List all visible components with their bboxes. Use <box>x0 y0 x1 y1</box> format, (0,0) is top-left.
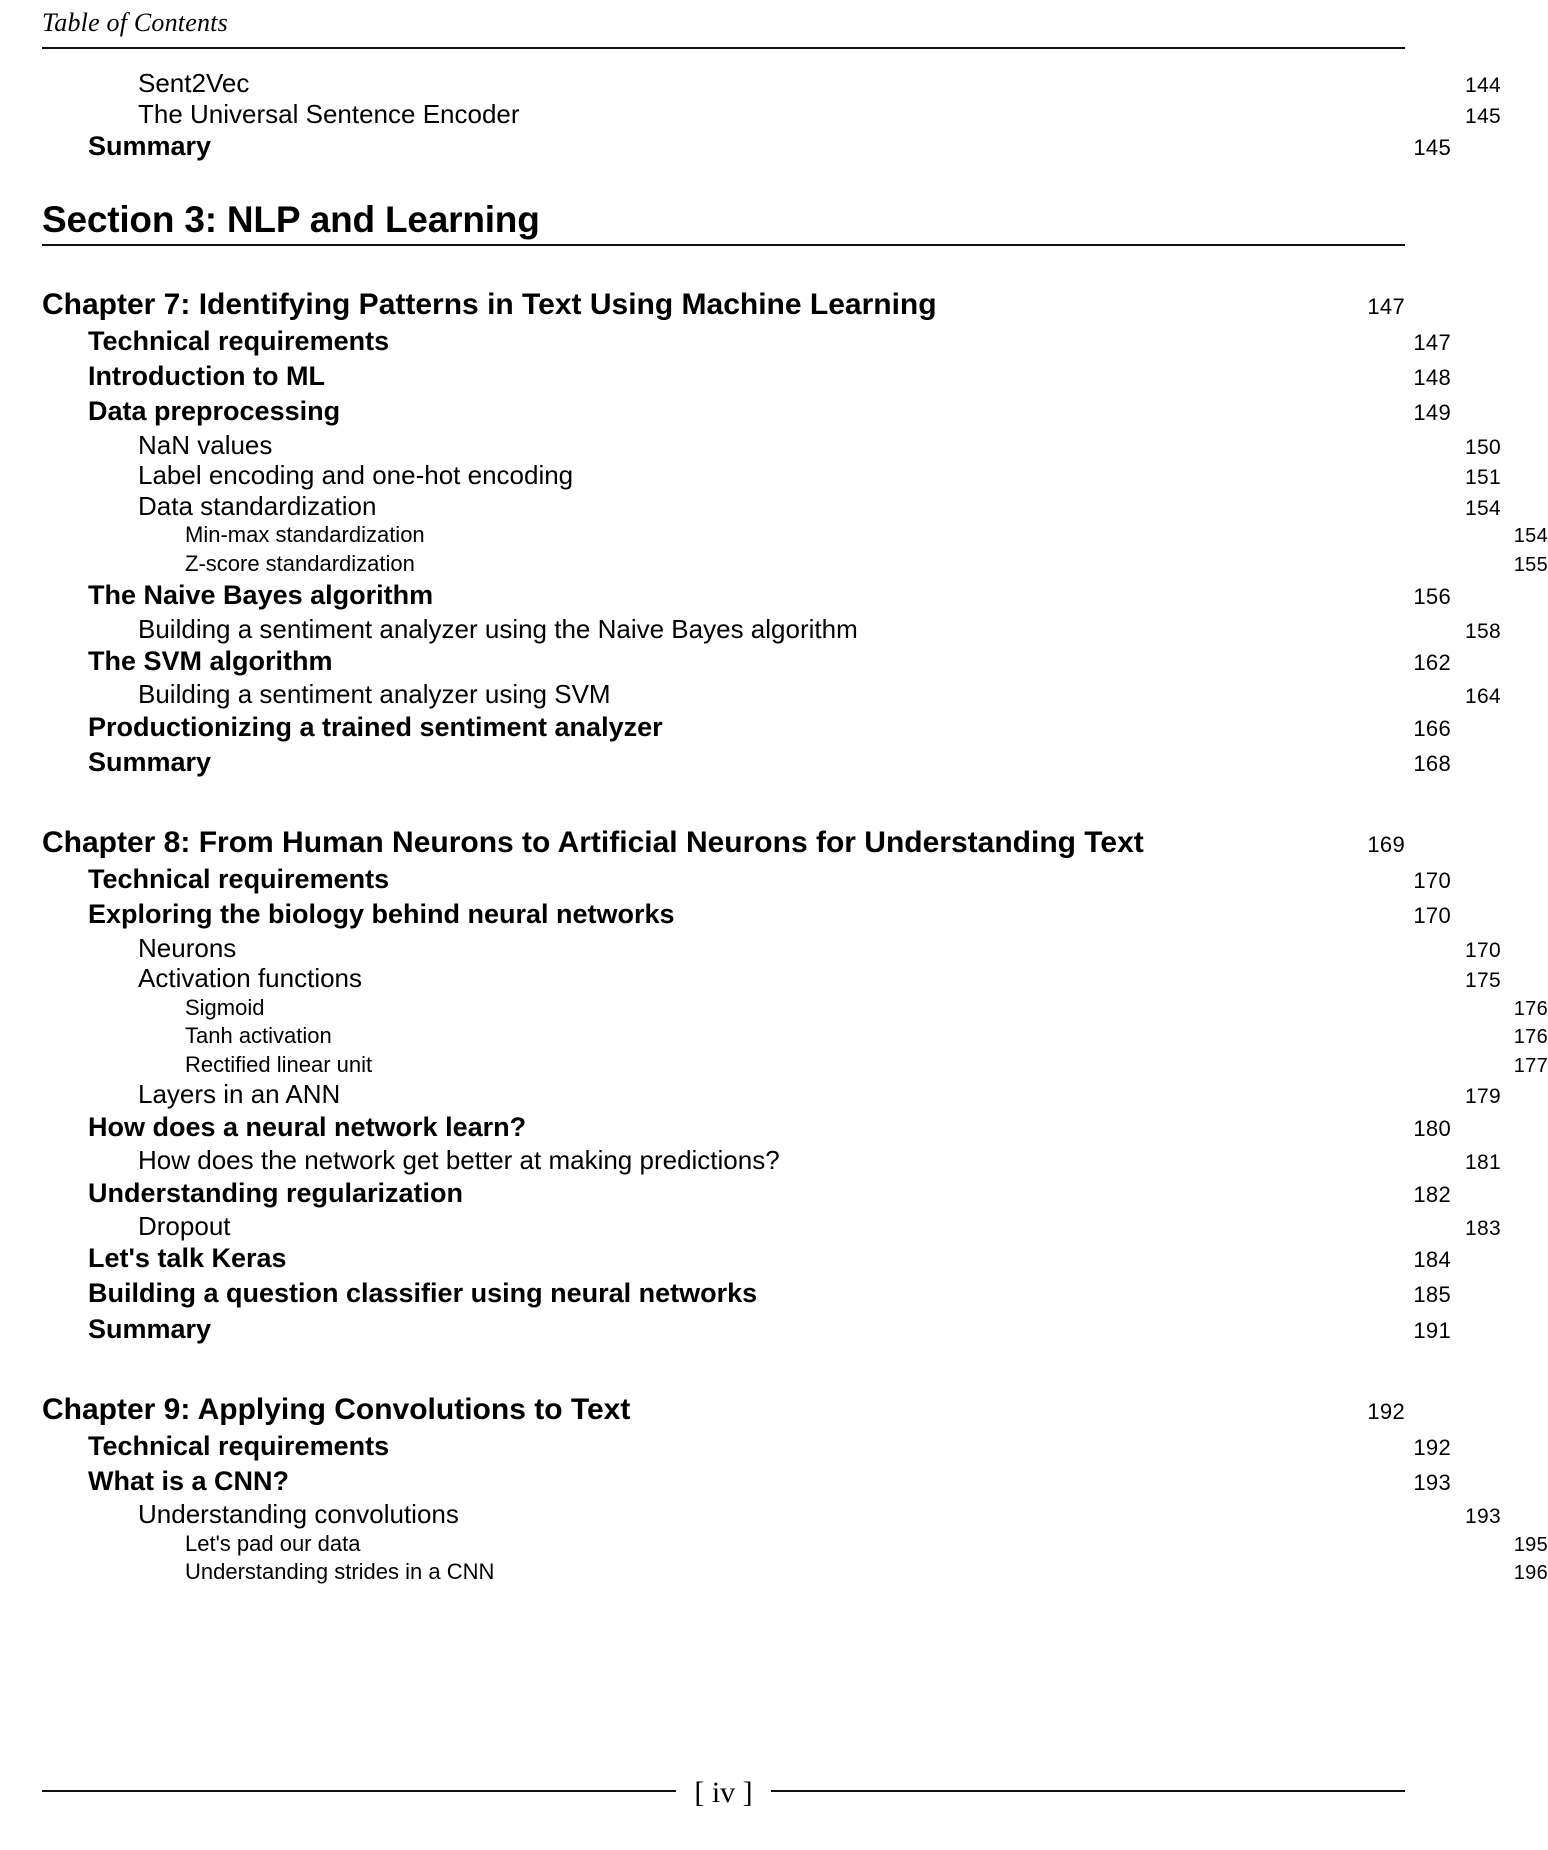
toc-entry-page-number: 192 <box>1367 1398 1405 1424</box>
toc-entry-page-number: 170 <box>1413 903 1451 929</box>
toc-entry-page-number: 147 <box>1367 293 1405 319</box>
toc-chapter-entry[interactable] <box>42 1391 1405 1429</box>
toc-entry-title: Dropout <box>138 1210 231 1241</box>
toc-entry[interactable] <box>88 1110 1451 1145</box>
toc-entry[interactable] <box>138 1211 1501 1242</box>
toc-entry-title: Z-score standardization <box>185 550 415 576</box>
toc-entry-page-number: 147 <box>1413 330 1451 356</box>
toc-entry[interactable] <box>88 129 1451 164</box>
page-footer <box>42 1776 1405 1809</box>
toc-entry[interactable] <box>88 1464 1451 1499</box>
toc-entry-title: Data preprocessing <box>88 396 341 427</box>
toc-entry-title: Technical requirements <box>88 864 390 895</box>
header-rule <box>42 47 1405 49</box>
toc-chapter-entry[interactable] <box>42 824 1405 862</box>
running-head: Table of Contents <box>42 8 228 37</box>
toc-entry-page-number: 145 <box>1465 104 1501 128</box>
toc-entry[interactable] <box>88 897 1451 932</box>
toc-entry[interactable] <box>138 614 1501 645</box>
toc-entry-title: Neurons <box>138 932 237 963</box>
toc-entry-page-number: 166 <box>1413 715 1451 741</box>
toc-entry[interactable] <box>138 430 1501 461</box>
toc-entry-page-number: 149 <box>1413 400 1451 426</box>
toc-entry-page-number: 184 <box>1413 1247 1451 1273</box>
toc-entry-title: Understanding regularization <box>88 1177 464 1208</box>
toc-entry-page-number: 158 <box>1465 619 1501 643</box>
toc-entry[interactable] <box>88 1429 1451 1464</box>
toc-entry[interactable] <box>88 359 1451 394</box>
toc-entry-page-number: 193 <box>1413 1470 1451 1496</box>
toc-entry[interactable] <box>185 1051 1548 1080</box>
toc-entry[interactable] <box>88 1312 1451 1347</box>
footer-rule-left <box>42 1790 676 1792</box>
toc-entry-title: Exploring the biology behind neural networks <box>88 899 675 930</box>
toc-entry-page-number: 148 <box>1413 365 1451 391</box>
spacer <box>42 246 1405 272</box>
toc-entry-page-number: 155 <box>1513 553 1548 576</box>
toc-entry-title: Summary <box>88 746 212 777</box>
toc-entry-page-number: 162 <box>1413 650 1451 676</box>
toc-entry-title: What is a CNN? <box>88 1466 290 1497</box>
toc-entry[interactable] <box>185 521 1548 550</box>
toc-entry[interactable] <box>138 679 1501 710</box>
footer-rule-right <box>771 1790 1405 1792</box>
toc-entry[interactable] <box>138 963 1501 994</box>
toc-entry[interactable] <box>138 1079 1501 1110</box>
toc-entry[interactable] <box>88 1176 1451 1211</box>
toc-entry[interactable] <box>138 1499 1501 1530</box>
toc-entry[interactable] <box>138 99 1501 130</box>
toc-entry-title: Chapter 7: Identifying Patterns in Text Using Machine Learning <box>42 287 937 321</box>
toc-entry-page-number: 170 <box>1465 938 1501 962</box>
toc-entry-page-number: 154 <box>1513 525 1548 548</box>
table-of-contents-list <box>42 68 1548 1587</box>
toc-entry[interactable] <box>138 491 1501 522</box>
toc-entry[interactable] <box>88 578 1451 613</box>
toc-entry-page-number: 182 <box>1413 1181 1451 1207</box>
toc-entry[interactable] <box>88 745 1451 780</box>
toc-entry-title: Introduction to ML <box>88 361 325 392</box>
spacer <box>42 1347 1405 1377</box>
toc-entry-page-number: 144 <box>1465 74 1501 97</box>
toc-entry[interactable] <box>138 1145 1501 1176</box>
spacer <box>42 780 1405 810</box>
toc-entry-page-number: 175 <box>1465 969 1501 993</box>
toc-entry-page-number: 176 <box>1513 997 1548 1020</box>
toc-entry[interactable] <box>185 1022 1548 1051</box>
toc-entry-title: The Naive Bayes algorithm <box>88 580 434 611</box>
toc-entry-page-number: 154 <box>1465 496 1501 520</box>
toc-entry-title: Sent2Vec <box>138 68 250 98</box>
toc-entry[interactable] <box>185 1530 1548 1559</box>
toc-entry-title: How does a neural network learn? <box>88 1112 527 1142</box>
toc-entry-title: How does the network get better at making predictions? <box>138 1145 780 1176</box>
toc-entry-page-number: 180 <box>1413 1116 1451 1141</box>
toc-entry-title: The Universal Sentence Encoder <box>138 98 520 129</box>
toc-chapter-entry[interactable] <box>42 286 1405 324</box>
toc-entry-page-number: 193 <box>1465 1505 1501 1529</box>
toc-entry-page-number: 195 <box>1513 1533 1548 1556</box>
toc-entry-title: Sigmoid <box>185 994 265 1020</box>
toc-entry-page-number: 169 <box>1367 831 1405 857</box>
toc-entry-page-number: 177 <box>1513 1054 1548 1077</box>
toc-entry-title: Productionizing a trained sentiment analyzer <box>88 711 663 742</box>
toc-entry-title: Building a sentiment analyzer using the Naive Bayes algorithm <box>138 613 858 644</box>
page-folio: [ iv ] <box>694 1776 753 1809</box>
toc-entry-page-number: 183 <box>1465 1216 1501 1240</box>
toc-entry-title: Rectified linear unit <box>185 1051 373 1077</box>
toc-entry[interactable] <box>88 710 1451 745</box>
toc-entry-page-number: 181 <box>1465 1151 1501 1175</box>
toc-entry-title: Layers in an ANN <box>138 1079 341 1110</box>
toc-entry[interactable] <box>138 933 1501 964</box>
toc-entry-page-number: 156 <box>1413 584 1451 610</box>
toc-entry[interactable] <box>88 394 1451 429</box>
toc-entry-title: Understanding convolutions <box>138 1499 459 1530</box>
toc-entry[interactable] <box>185 1558 1548 1587</box>
toc-entry-title: Let's talk Keras <box>88 1243 287 1274</box>
toc-entry-title: Summary <box>88 131 212 162</box>
toc-entry[interactable] <box>88 862 1451 897</box>
toc-entry[interactable] <box>185 550 1548 579</box>
toc-entry-page-number: 164 <box>1465 685 1501 709</box>
toc-entry-page-number: 191 <box>1413 1317 1451 1343</box>
toc-entry-title: Let's pad our data <box>185 1530 361 1556</box>
toc-entry-title: Data standardization <box>138 490 377 521</box>
toc-entry-title: Understanding strides in a CNN <box>185 1559 495 1585</box>
toc-entry-title: NaN values <box>138 429 273 460</box>
toc-entry-title: Label encoding and one-hot encoding <box>138 460 574 491</box>
toc-entry-page-number: 170 <box>1413 868 1451 894</box>
toc-entry[interactable] <box>138 460 1501 491</box>
spacer <box>42 164 1405 178</box>
toc-entry[interactable] <box>88 1276 1451 1311</box>
toc-entry-title: The SVM algorithm <box>88 646 333 677</box>
toc-entry-title: Building a question classifier using neural networks <box>88 1278 758 1309</box>
toc-entry-page-number: 145 <box>1413 135 1451 161</box>
toc-entry[interactable] <box>88 324 1451 359</box>
toc-entry[interactable] <box>88 644 1451 679</box>
toc-entry-title: Summary <box>88 1313 212 1344</box>
section-heading[interactable]: Section 3: NLP and Learning <box>42 199 540 241</box>
toc-entry-page-number: 192 <box>1413 1434 1451 1460</box>
toc-entry-page-number: 179 <box>1465 1085 1501 1109</box>
toc-entry-title: Activation functions <box>138 963 363 994</box>
toc-entry-page-number: 176 <box>1513 1026 1548 1049</box>
toc-entry-title: Tanh activation <box>185 1023 332 1049</box>
toc-entry-title: Building a sentiment analyzer using SVM <box>138 679 611 710</box>
toc-entry-title: Technical requirements <box>88 1430 390 1461</box>
toc-entry-title: Chapter 9: Applying Convolutions to Text <box>42 1392 631 1426</box>
toc-entry[interactable] <box>88 1241 1451 1276</box>
toc-entry-page-number: 168 <box>1413 750 1451 776</box>
toc-entry[interactable] <box>185 994 1548 1023</box>
toc-entry-title: Min-max standardization <box>185 522 425 548</box>
toc-entry-title: Technical requirements <box>88 326 390 357</box>
toc-entry-page-number: 151 <box>1465 466 1501 490</box>
toc-entry-page-number: 185 <box>1413 1282 1451 1308</box>
toc-entry-page-number: 196 <box>1513 1562 1548 1585</box>
toc-entry-page-number: 150 <box>1465 435 1501 459</box>
toc-entry[interactable] <box>138 68 1501 99</box>
toc-entry-title: Chapter 8: From Human Neurons to Artificial Neurons for Understanding Text <box>42 825 1144 859</box>
